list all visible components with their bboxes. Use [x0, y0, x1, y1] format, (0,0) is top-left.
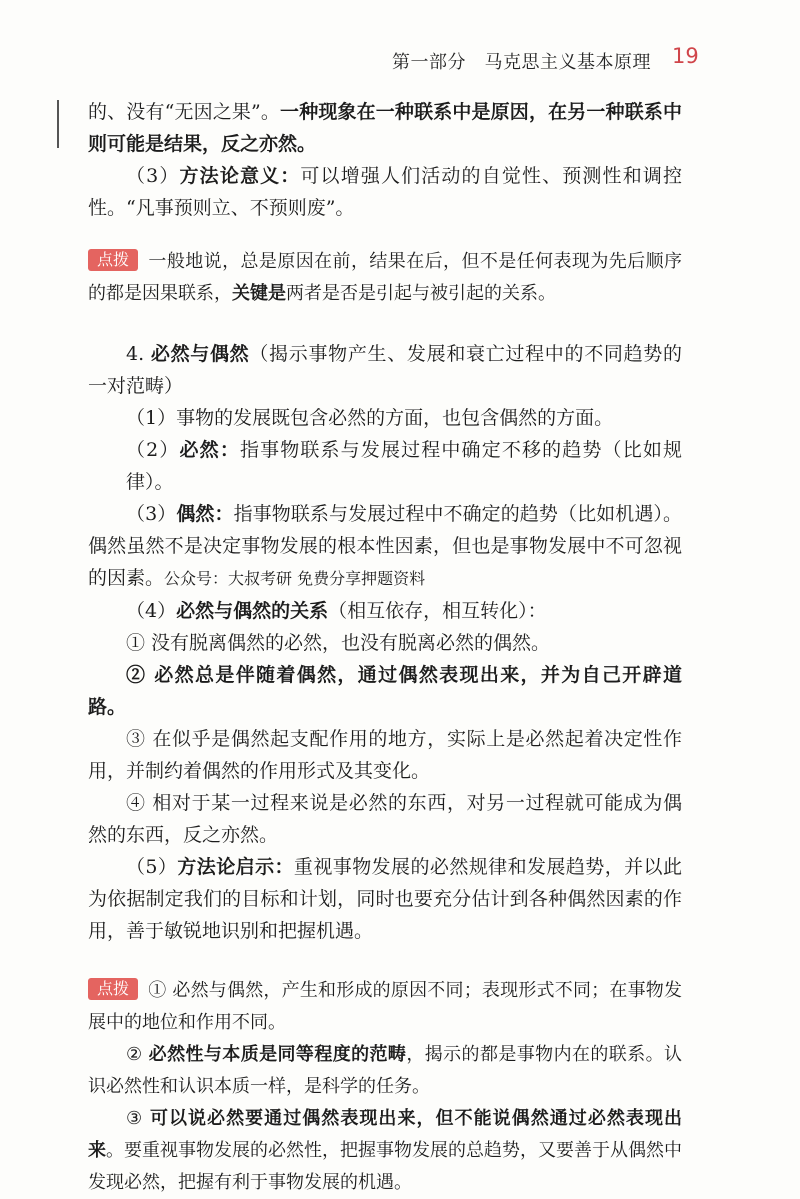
bold-text: 必然与偶然的关系: [176, 600, 329, 622]
item-4-4: [88, 595, 682, 627]
relation-point-1: ① 没有脱离偶然的必然，也没有脱离必然的偶然。: [126, 632, 551, 654]
section-title: 必然与偶然: [150, 343, 250, 365]
text: 的、没有“无因之果”。: [88, 101, 281, 123]
paragraph-method-significance: [88, 160, 682, 224]
page-body: [88, 96, 682, 1199]
page-number: 19: [672, 44, 699, 68]
tip-note-necessity-3: [88, 1103, 682, 1199]
text: 重视事物发展的必然规律和发展趋势，并以此为依据制定我们的目标和计划，同时也要充分估计到各种偶然因素的作用，善于敏锐地识别和把握机遇。: [88, 856, 682, 942]
text: 两者是否是引起与被引起的关系。: [286, 283, 556, 304]
text: ，揭示的都是事物内在的联系。认识必然性和认识本质一样，是科学的任务。: [88, 1044, 683, 1097]
text: 可以增强人们活动的自觉性、预测性和调控性。“凡事预则立、不预则废”。: [88, 165, 682, 219]
bold-text: 必然：: [179, 439, 240, 461]
tip-note-necessity-2: [88, 1039, 682, 1103]
watermark-text: 公众号：大叔考研 免费分享押题资料: [164, 569, 426, 588]
text: （3）: [126, 503, 177, 525]
section-number: 4.: [126, 343, 151, 365]
bold-text: 一种现象在一种联系中是原因，在另一种联系中则可能是结果，反之亦然。: [88, 101, 682, 155]
relation-point-3: ③ 在似乎是偶然起支配作用的地方，实际上是必然起着决定性作用，并制约着偶然的作用形式及其变化。: [88, 728, 682, 782]
text: 指事物联系与发展过程中不确定的趋势（比如机遇）。偶然虽然不是决定事物发展的根本性因素，但也是事物发展中不可忽视的因素。: [88, 503, 682, 589]
item-4-5: [88, 851, 682, 947]
text: 一般地说，总是原因在前，结果在后，但不是任何表现为先后顺序的都是因果联系，: [88, 251, 682, 304]
text: 指事物联系与发展过程中确定不移的趋势（比如规律）。: [126, 439, 682, 493]
item-4-2: [88, 434, 682, 498]
text: （5）: [126, 856, 178, 878]
tip-badge: 点拨: [88, 249, 138, 271]
text: （揭示事物产生、发展和衰亡过程中的不同趋势的一对范畴）: [88, 343, 682, 397]
paragraph-causality-end: [88, 96, 682, 160]
text: ① 必然与偶然，产生和形成的原因不同；表现形式不同；在事物发展中的地位和作用不同。: [88, 980, 682, 1033]
bold-text: 可以说必然要通过偶然表现出来，但不能说偶然通过必然表现出来: [88, 1108, 682, 1161]
text: （相互依存，相互转化）：: [328, 600, 547, 622]
bold-text: 方法论启示：: [177, 856, 294, 878]
bold-text: 方法论意义：: [179, 165, 301, 187]
margin-rule: [57, 100, 59, 148]
relation-point-4: ④ 相对于某一过程来说是必然的东西，对另一过程就可能成为偶然的东西，反之亦然。: [88, 792, 682, 846]
bold-text: 偶然：: [176, 503, 234, 525]
text: （4）: [126, 600, 177, 622]
text: ②: [126, 1044, 149, 1065]
tip-note-causality: [88, 246, 682, 310]
relation-point-2: ② 必然总是伴随着偶然，通过偶然表现出来，并为自己开辟道路。: [88, 664, 682, 718]
text: （2）: [126, 439, 180, 461]
text: ③: [126, 1108, 150, 1129]
page-header-title: 第一部分 马克思主义基本原理: [392, 52, 651, 73]
item-4-1: （1）事物的发展既包含必然的方面，也包含偶然的方面。: [126, 407, 614, 429]
tip-note-necessity-1: [88, 975, 682, 1039]
item-4-3: [88, 498, 682, 595]
text: 。要重视事物发展的必然性，把握事物发展的总趋势，又要善于从偶然中发现必然，把握有利于事物发展的机遇。: [88, 1140, 682, 1193]
bold-text: 必然性与本质是同等程度的范畴: [148, 1044, 407, 1065]
bold-text: 关键是: [232, 283, 286, 304]
section-heading-necessity-contingency: [88, 338, 682, 402]
tip-badge: 点拨: [88, 978, 138, 1000]
text: （3）: [126, 165, 180, 187]
